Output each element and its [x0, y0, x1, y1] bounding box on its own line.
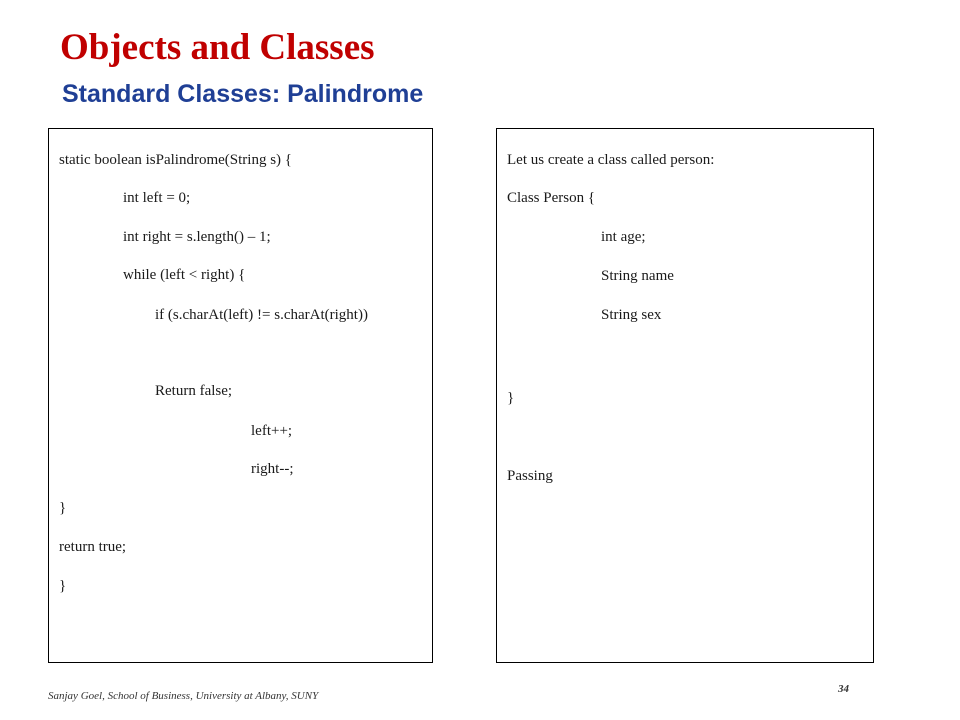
code-line: int age;: [601, 229, 646, 245]
slide-subtitle: Standard Classes: Palindrome: [62, 80, 424, 108]
palindrome-code-box: [48, 128, 433, 663]
code-line: }: [507, 390, 515, 406]
code-line: static boolean isPalindrome(String s) {: [59, 152, 292, 168]
code-line: }: [59, 500, 67, 516]
code-line: Let us create a class called person:: [507, 152, 715, 168]
code-line: Return false;: [155, 383, 233, 399]
code-line: while (left < right) {: [123, 267, 246, 283]
code-line: String sex: [601, 307, 662, 323]
code-line: Class Person {: [507, 190, 596, 206]
slide-number: 34: [838, 683, 849, 695]
footer-author: Sanjay Goel, School of Business, University at Albany, SUNY: [48, 690, 319, 702]
code-line: }: [59, 578, 67, 594]
code-line: int left = 0;: [123, 190, 191, 206]
slide-title: Objects and Classes: [60, 27, 375, 68]
code-line: left++;: [251, 423, 293, 439]
code-line: right--;: [251, 461, 294, 477]
code-line: String name: [601, 268, 674, 284]
code-line: Passing: [507, 468, 553, 484]
person-class-box: [496, 128, 874, 663]
code-line: if (s.charAt(left) != s.charAt(right)): [155, 307, 368, 323]
code-line: return true;: [59, 539, 127, 555]
code-line: int right = s.length() – 1;: [123, 229, 271, 245]
